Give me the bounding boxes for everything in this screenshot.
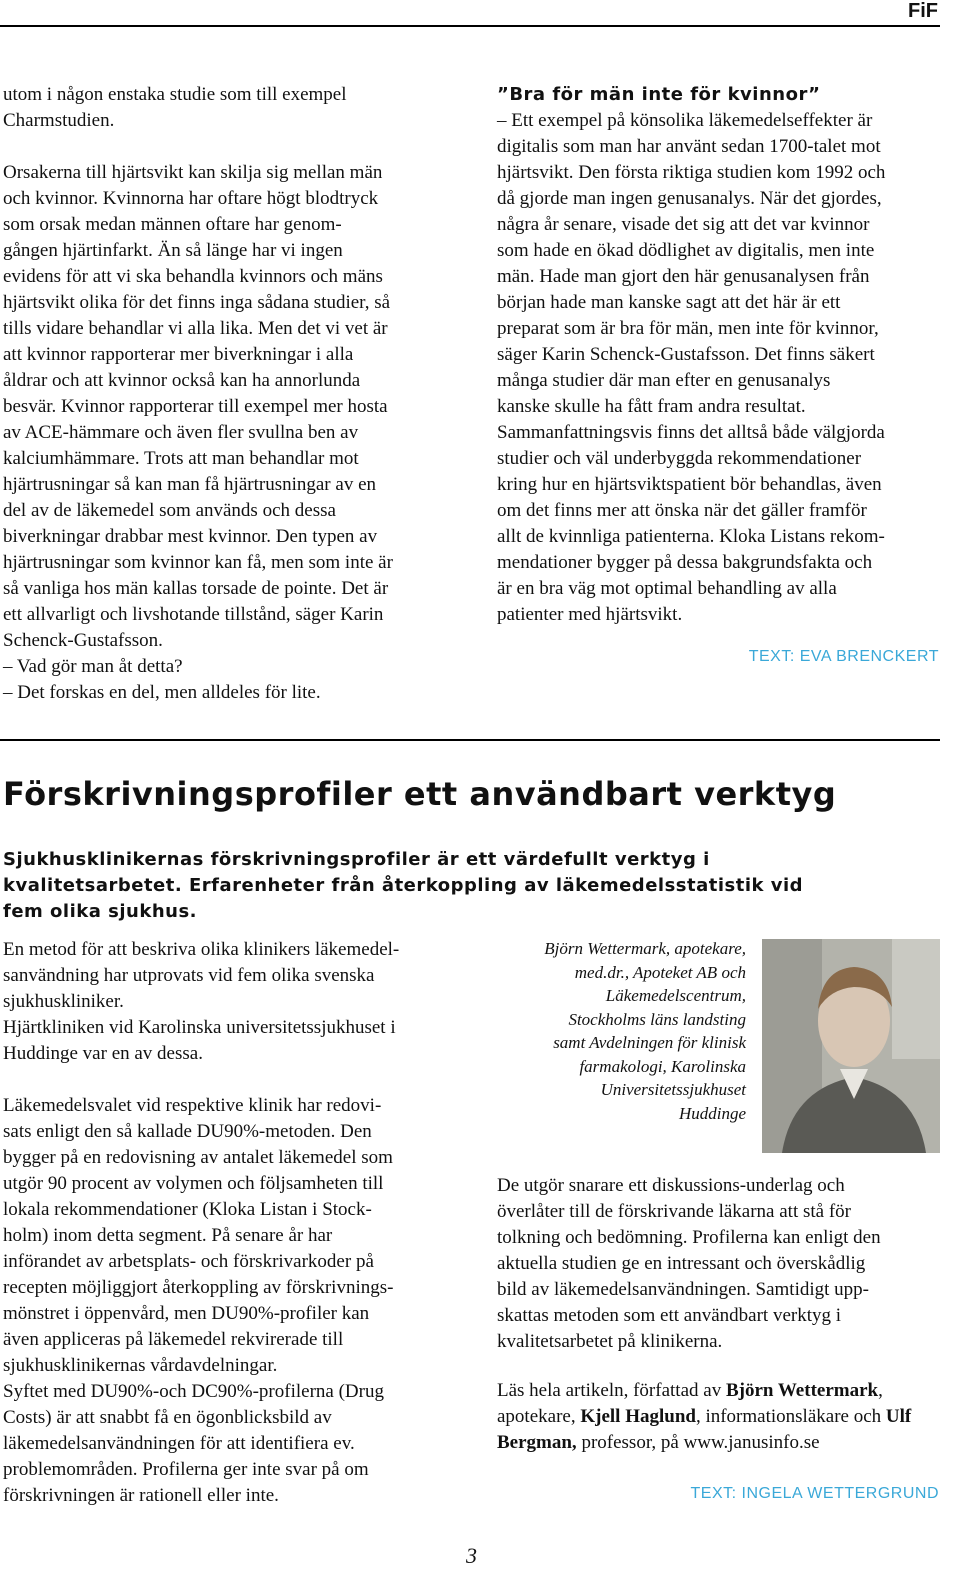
author-name-3: Ulf Bergman, bbox=[497, 1406, 912, 1453]
text-line: sjukhusklinikernas vårdavdelningar. bbox=[3, 1355, 278, 1376]
portrait-illustration bbox=[762, 939, 940, 1153]
text-line: åldrar och att kvinnor också kan ha annorlunda bbox=[3, 370, 361, 391]
photo-caption bbox=[495, 937, 746, 1125]
text-line: hjärtsvikt olika för det finns inga sådana studier, så bbox=[3, 292, 391, 313]
text-line: så vanliga hos män kallas torsade de pointe. Det är bbox=[3, 578, 389, 599]
read-more-paragraph bbox=[497, 1378, 947, 1456]
text-line: digitalis som man har använt sedan 1700-talet mot bbox=[497, 136, 881, 157]
text-line: utgör 90 procent av volymen och följsamheten till bbox=[3, 1173, 384, 1194]
text-line: studier och väl underbyggda rekommendationer bbox=[497, 448, 862, 469]
article2-lead bbox=[3, 847, 943, 925]
text-line: bild av läkemedelsanvändningen. Samtidigt upp- bbox=[497, 1279, 870, 1300]
text-line: många studier där man efter en genusanalys bbox=[497, 370, 831, 391]
text-line: problemområden. Profilerna ger inte svar på om bbox=[3, 1459, 369, 1480]
text-line: De utgör snarare ett diskussions-underlag och bbox=[497, 1175, 845, 1196]
text-line: aktuella studien ge en intressant och överskådlig bbox=[497, 1253, 866, 1274]
lead-line: Sjukhusklinikernas förskrivningsprofiler är ett värdefullt verktyg i bbox=[3, 849, 710, 870]
text-line: säger Karin Schenck-Gustafsson. Det finns säkert bbox=[497, 344, 875, 365]
article-divider bbox=[0, 739, 940, 741]
article2-title: Förskrivningsprofiler ett användbart verktyg bbox=[3, 775, 837, 813]
text-line: några år senare, visade det sig att det var kvinnor bbox=[497, 214, 870, 235]
article2-left-column bbox=[3, 937, 473, 1509]
text-line: Orsakerna till hjärtsvikt kan skilja sig mellan män bbox=[3, 162, 383, 183]
caption-line: Universitetssjukhuset bbox=[600, 1080, 746, 1099]
text-line: Läkemedelsvalet vid respektive klinik har redovi- bbox=[3, 1095, 382, 1116]
text-line: Costs) är att snabbt få en ögonblicksbild av bbox=[3, 1407, 332, 1428]
author-name-2: Kjell Haglund bbox=[580, 1406, 696, 1427]
text-line: införandet av arbetsplats- och förskrivarkoder på bbox=[3, 1251, 374, 1272]
text-line: besvär. Kvinnor rapporterar till exempel mer hosta bbox=[3, 396, 388, 417]
text-line: Charmstudien. bbox=[3, 110, 115, 131]
text-line: överlåter till de förskrivande läkarna att stå för bbox=[497, 1201, 851, 1222]
caption-line: Huddinge bbox=[678, 1103, 746, 1123]
text-line: sats enligt den så kallade DU90%-metoden. Den bbox=[3, 1121, 372, 1142]
text-line: hjärtrusningar så kan man få hjärtrusningar av en bbox=[3, 474, 377, 495]
section-label: FiF bbox=[908, 0, 938, 22]
read-more-role-1: , apotekare, bbox=[497, 1380, 883, 1427]
caption-line: Läkemedelscentrum, bbox=[605, 986, 746, 1005]
text-line: kring hur en hjärtsviktspatient bör behandlas, även bbox=[497, 474, 882, 495]
caption-line: samt Avdelningen för klinisk bbox=[553, 1033, 746, 1052]
text-line: evidens för att vi ska behandla kvinnors och mäns bbox=[3, 266, 383, 287]
text-line: som hade en ökad dödlighet av digitalis, men inte bbox=[497, 240, 875, 261]
text-line: män. Hade man gjort den här genusanalysen från bbox=[497, 266, 870, 287]
text-line: bygger på en redovisning av antalet läkemedel som bbox=[3, 1147, 393, 1168]
article1-byline: TEXT: EVA BRENCKERT bbox=[748, 648, 939, 665]
text-line: utom i någon enstaka studie som till exempel bbox=[3, 84, 347, 105]
text-line: – Vad gör man åt detta? bbox=[3, 656, 183, 677]
caption-line: Stockholms läns landsting bbox=[568, 1009, 746, 1029]
read-more-role-2: , informationsläkare och bbox=[695, 1406, 886, 1427]
text-line: – Det forskas en del, men alldeles för lite. bbox=[3, 682, 321, 703]
text-line: lokala rekommendationer (Kloka Listan i Stock- bbox=[3, 1199, 372, 1220]
text-line: tolkning och bedömning. Profilerna kan enligt den bbox=[497, 1227, 881, 1248]
read-more-intro: Läs hela artikeln, författad av bbox=[497, 1380, 726, 1401]
text-line: sanvändning har utprovats vid fem olika svenska bbox=[3, 965, 375, 986]
text-line: – Ett exempel på könsolika läkemedelseffekter är bbox=[497, 110, 873, 131]
caption-line: farmakologi, Karolinska bbox=[579, 1056, 746, 1076]
text-line: hjärtrusningar som kvinnor kan få, men som inte är bbox=[3, 552, 393, 573]
text-line: förskrivningen är rationell eller inte. bbox=[3, 1485, 279, 1506]
lead-line: fem olika sjukhus. bbox=[3, 901, 198, 922]
article2-right-column bbox=[497, 1173, 947, 1355]
read-more-link-text: professor, på www.janusinfo.se bbox=[576, 1432, 820, 1453]
text-line: då gjorde man ingen genusanalys. När det gjordes, bbox=[497, 188, 882, 209]
text-line: biverkningar drabbar mest kvinnor. Den typen av bbox=[3, 526, 378, 547]
text-line: En metod för att beskriva olika klinikers läkemedel- bbox=[3, 939, 400, 960]
text-line: mönstret i öppenvård, men DU90%-profiler kan bbox=[3, 1303, 370, 1324]
text-line: gången hjärtinfarkt. Än så länge har vi ingen bbox=[3, 240, 343, 261]
caption-line: med.dr., Apoteket AB och bbox=[574, 962, 746, 982]
article1-subheading: ”Bra för män inte för kvinnor” bbox=[497, 84, 821, 105]
page-number: 3 bbox=[466, 1543, 477, 1568]
text-line: kalciumhämmare. Trots att man behandlar mot bbox=[3, 448, 359, 469]
text-line: kvalitetsarbetet på klinikerna. bbox=[497, 1331, 723, 1352]
text-line: att kvinnor rapporterar mer biverkningar i alla bbox=[3, 344, 354, 365]
text-line: om det finns mer att önska när det gäller framför bbox=[497, 500, 867, 521]
text-line: som orsak medan männen oftare har genom- bbox=[3, 214, 342, 235]
text-line: recepten möjliggjort återkoppling av förskrivnings- bbox=[3, 1277, 394, 1298]
text-line: holm) inom detta segment. På senare år har bbox=[3, 1225, 333, 1246]
text-line: del av de läkemedel som används och dessa bbox=[3, 500, 336, 521]
article1-left-column bbox=[3, 82, 473, 706]
text-line: kanske skulle ha fått fram andra resultat. bbox=[497, 396, 806, 417]
text-line: skattas metoden som ett användbart verktyg i bbox=[497, 1305, 842, 1326]
article1-right-text bbox=[497, 108, 947, 628]
text-line: patienter med hjärtsvikt. bbox=[497, 604, 683, 625]
text-line: Hjärtkliniken vid Karolinska universitetssjukhuset i bbox=[3, 1017, 396, 1038]
article1-right-column bbox=[497, 82, 947, 628]
text-line: Huddinge var en av dessa. bbox=[3, 1043, 203, 1064]
article2-byline: TEXT: INGELA WETTERGRUND bbox=[690, 1485, 939, 1502]
text-line: av ACE-hämmare och även fler svullna ben av bbox=[3, 422, 359, 443]
author-name-1: Björn Wettermark bbox=[725, 1380, 879, 1401]
text-line: mendationer bygger på dessa bakgrundsfakta och bbox=[497, 552, 873, 573]
text-line: Schenck-Gustafsson. bbox=[3, 630, 163, 651]
text-line: och kvinnor. Kvinnorna har oftare högt blodtryck bbox=[3, 188, 379, 209]
text-line: början hade man kanske sagt att det här är ett bbox=[497, 292, 841, 313]
text-line: preparat som är bra för män, men inte för kvinnor, bbox=[497, 318, 879, 339]
header-rule bbox=[0, 25, 940, 27]
caption-line: Björn Wettermark, apotekare, bbox=[544, 939, 746, 958]
text-line: är en bra väg mot optimal behandling av alla bbox=[497, 578, 837, 599]
text-line: ett allvarligt och livshotande tillstånd, säger Karin bbox=[3, 604, 384, 625]
text-line: sjukhuskliniker. bbox=[3, 991, 124, 1012]
author-photo bbox=[762, 939, 940, 1153]
text-line: tills vidare behandlar vi alla lika. Men det vi vet är bbox=[3, 318, 388, 339]
text-line bbox=[3, 1067, 473, 1093]
text-line: allt de kvinnliga patienterna. Kloka Listans rekom- bbox=[497, 526, 885, 547]
text-line: Syftet med DU90%-och DC90%-profilerna (Drug bbox=[3, 1381, 384, 1402]
lead-line: kvalitetsarbetet. Erfarenheter från återkoppling av läkemedelsstatistik vid bbox=[3, 875, 804, 896]
text-line: även appliceras på läkemedel rekvirerade till bbox=[3, 1329, 344, 1350]
text-line: läkemedelsanvändningen för att identifiera ev. bbox=[3, 1433, 355, 1454]
text-line bbox=[3, 134, 473, 160]
text-line: Sammanfattningsvis finns det alltså både välgjorda bbox=[497, 422, 885, 443]
text-line: hjärtsvikt. Den första riktiga studien kom 1992 och bbox=[497, 162, 886, 183]
